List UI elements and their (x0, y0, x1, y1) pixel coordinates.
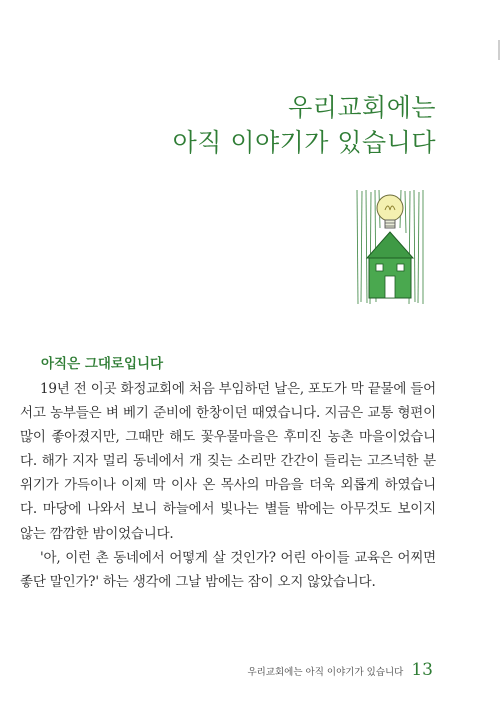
running-title: 우리교회에는 아직 이야기가 있습니다 (247, 667, 404, 678)
paragraph-1: 19년 전 이곳 화정교회에 처음 부임하던 날은, 포도가 막 끝물에 들어서고 농부들은 벼 베기 준비에 한창이던 때였습니다. 지금은 교통 형편이 많이 좋아졌지만, 그때만 해도 꽃우물마을은 후미진 농촌 마을이었습니다. 해가 지자 멀리 동네에서 개 짖는 소리만 간간이 들리는 고즈넉한 분위기가 가득이나 이제 막 이사 온 목사의 마음을 더욱 외롭게 하였습니다. 마당에 나와서 보니 하늘에서 빛나는 별들 밖에는 아무것도 보이지 않는 깜깜한 밤이었습니다. (20, 381, 436, 542)
title-line-1: 우리교회에는 (288, 93, 436, 122)
lightbulb-over-house-icon (355, 188, 425, 306)
title-line-2: 아직 이야기가 있습니다 (172, 128, 436, 157)
paragraph-2: '아, 이런 촌 동네에서 어떻게 살 것인가? 어린 아이들 교육은 어찌면 좋단 말인가?' 하는 생각에 그날 밤에는 잠이 오지 않았습니다. (20, 549, 436, 590)
body-text (20, 377, 436, 594)
section-heading: 아직은 그대로입니다 (41, 356, 164, 372)
page-number: 13 (411, 660, 433, 680)
page-footer (247, 660, 433, 680)
page-title (173, 90, 436, 160)
